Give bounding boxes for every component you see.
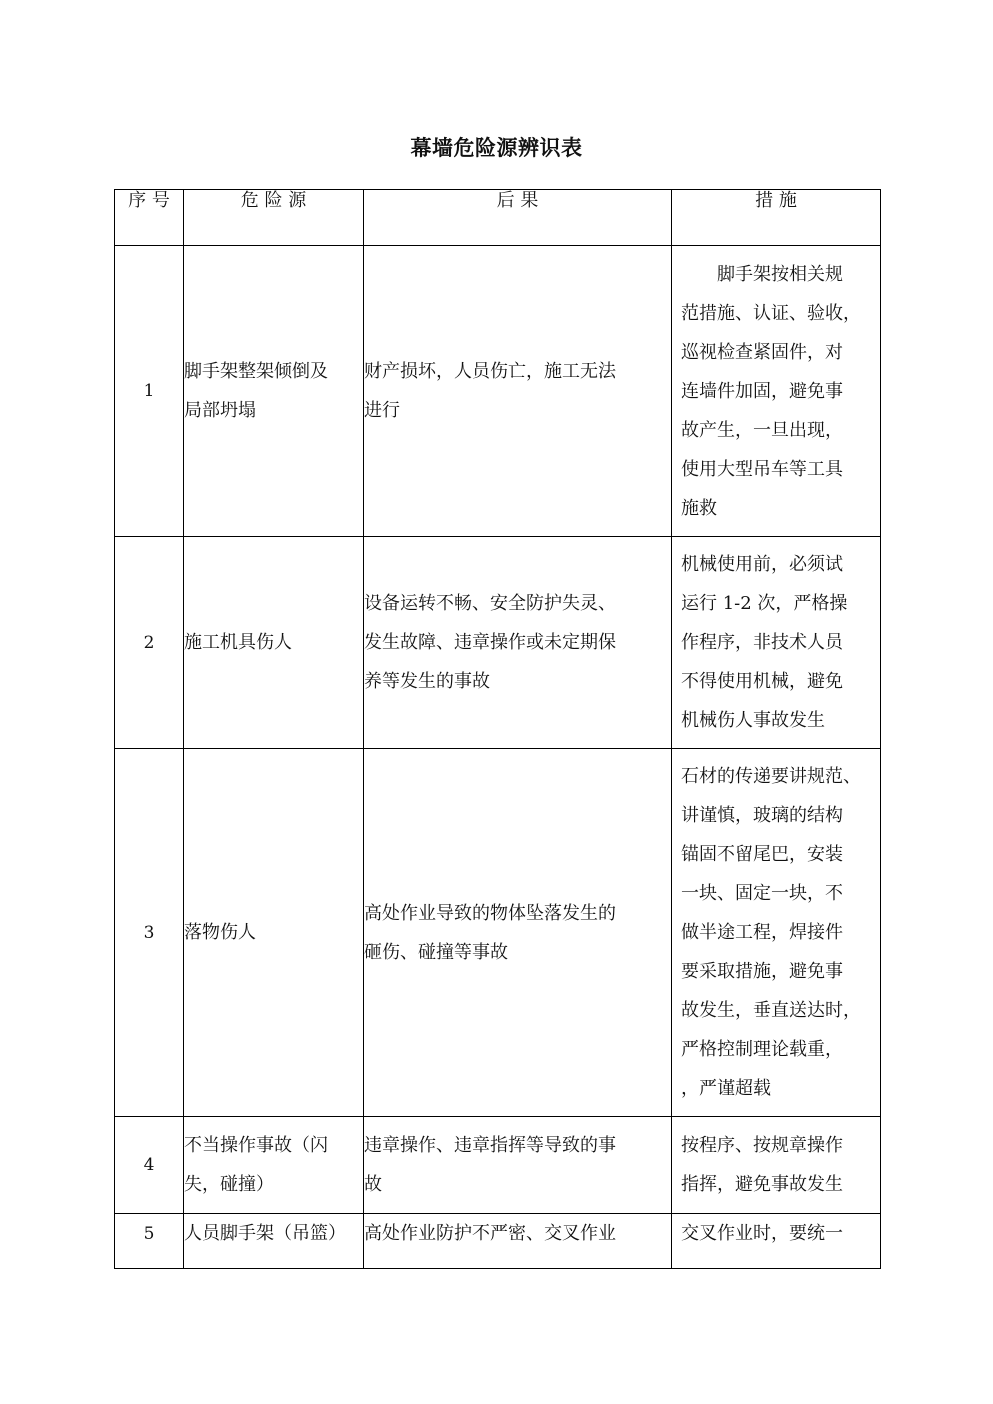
row-number: 5 (115, 1214, 184, 1269)
hazard-identification-table (114, 189, 881, 1269)
header-no: 序 号 (115, 190, 184, 246)
text-line: 严格控制理论载重， (681, 1039, 843, 1060)
hazard-measure (672, 749, 881, 1117)
text-line: 使用大型吊车等工具 (681, 458, 843, 480)
text-line: 范措施、认证、验收， (681, 302, 861, 324)
text-line: 要采取措施，避免事 (681, 961, 843, 982)
text-line: 按程序、按规章操作 (681, 1135, 843, 1156)
row-number: 3 (115, 749, 184, 1117)
table-row (115, 1214, 881, 1269)
text-line: 机械伤人事故发生 (681, 710, 825, 731)
text-line: 脚手架按相关规 (717, 263, 843, 285)
text-line: 故发生，垂直送达时， (681, 1000, 861, 1021)
hazard-result (364, 246, 672, 537)
hazard-source (184, 1214, 364, 1269)
hazard-measure (672, 246, 881, 537)
text-line: 财产损坏，人员伤亡，施工无法 (364, 361, 616, 382)
header-result: 后 果 (364, 190, 672, 246)
text-line: 运行 1-2 次，严格操 (681, 593, 848, 614)
text-line: 高处作业导致的物体坠落发生的 (364, 902, 616, 924)
row-number: 2 (115, 537, 184, 749)
hazard-measure (672, 537, 881, 749)
text-line: 失，碰撞） (184, 1174, 274, 1195)
text-line: 故 (364, 1174, 382, 1195)
text-line: 设备运转不畅、安全防护失灵、 (364, 593, 616, 614)
text-line: 砸伤、碰撞等事故 (364, 941, 508, 963)
hazard-measure (672, 1214, 881, 1269)
text-line: 施工机具伤人 (184, 632, 292, 653)
text-line: 巡视检查紧固件，对 (681, 341, 843, 363)
text-line: 机械使用前，必须试 (681, 554, 843, 575)
hazard-result (364, 537, 672, 749)
text-line: 落物伤人 (184, 922, 256, 943)
row-number: 1 (115, 246, 184, 537)
hazard-source (184, 537, 364, 749)
page-title: 幕墙危险源辨识表 (410, 135, 583, 160)
text-line: 指挥，避免事故发生 (681, 1174, 843, 1195)
table-row (115, 749, 881, 1117)
text-line: ，严谨超载 (681, 1078, 771, 1099)
text-line: 做半途工程，焊接件 (681, 922, 843, 943)
text-line: 施救 (681, 497, 717, 519)
text-line: 脚手架整架倾倒及 (184, 361, 328, 382)
table-header-row (115, 190, 881, 246)
text-line: 作程序，非技术人员 (681, 632, 843, 653)
table-row (115, 1117, 881, 1214)
text-line: 进行 (364, 400, 400, 421)
hazard-result (364, 1214, 672, 1269)
text-line: 故产生，一旦出现， (681, 419, 843, 441)
row-number: 4 (115, 1117, 184, 1214)
table-row (115, 246, 881, 537)
text-line: 人员脚手架（吊篮） (184, 1223, 346, 1244)
text-line: 交叉作业时，要统一 (681, 1223, 843, 1244)
text-line: 讲谨慎，玻璃的结构 (681, 805, 843, 826)
table-row (115, 537, 881, 749)
text-line: 局部坍塌 (184, 400, 256, 421)
text-line: 锚固不留尾巴，安装 (681, 844, 843, 865)
text-line: 不当操作事故（闪 (184, 1135, 328, 1156)
text-line: 违章操作、违章指挥等导致的事 (364, 1135, 616, 1156)
text-line: 一块、固定一块，不 (681, 883, 843, 904)
hazard-source (184, 749, 364, 1117)
text-line: 养等发生的事故 (364, 671, 490, 692)
text-line: 高处作业防护不严密、交叉作业 (364, 1223, 616, 1244)
text-line: 连墙件加固，避免事 (681, 380, 843, 402)
hazard-measure (672, 1117, 881, 1214)
hazard-result (364, 1117, 672, 1214)
hazard-source (184, 1117, 364, 1214)
hazard-source (184, 246, 364, 537)
text-line: 发生故障、违章操作或未定期保 (364, 632, 616, 653)
hazard-result (364, 749, 672, 1117)
text-line: 石材的传递要讲规范、 (681, 766, 861, 787)
header-source: 危 险 源 (184, 190, 364, 246)
header-measure: 措 施 (672, 190, 881, 246)
text-line: 不得使用机械，避免 (681, 671, 843, 692)
